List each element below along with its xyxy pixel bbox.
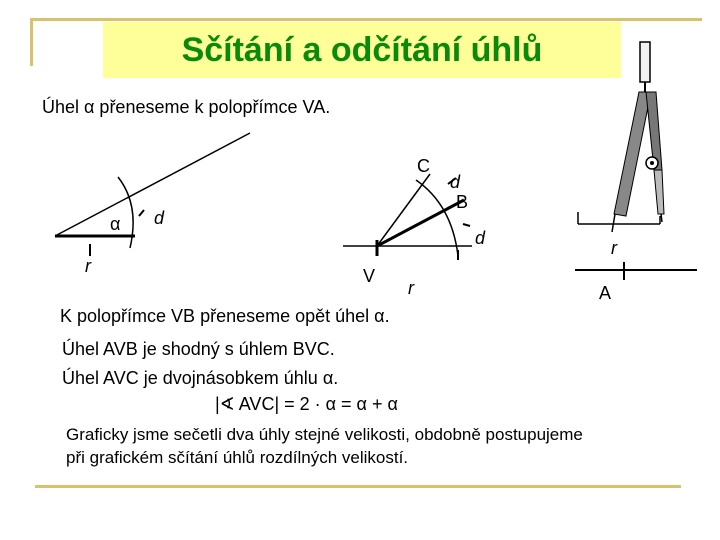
label-d-right: d — [475, 228, 486, 248]
label-alpha: α — [110, 214, 121, 234]
left-angle — [55, 133, 250, 256]
text-line-1: Úhel α přeneseme k polopřímce VA. — [42, 97, 331, 117]
label-r-right: r — [611, 238, 617, 258]
paragraph-line-2: při grafickém sčítání úhlů rozdílných velikostí. — [66, 448, 409, 467]
label-B: B — [456, 192, 469, 212]
label-C: C — [417, 156, 430, 176]
label-d-left: d — [154, 208, 165, 228]
text-line-3: Úhel AVB je shodný s úhlem BVC. — [62, 339, 335, 359]
label-V: V — [363, 266, 376, 286]
label-r-left: r — [85, 256, 91, 276]
label-d-top: d — [450, 172, 461, 192]
text-line-2: K polopřímce VB přeneseme opět úhel α. — [60, 306, 390, 326]
label-r-mid: r — [408, 278, 414, 298]
label-A: A — [599, 283, 612, 303]
compass-icon — [612, 42, 664, 232]
slide-title: Sčítání a odčítání úhlů — [181, 31, 543, 69]
paragraph-line-1: Graficky jsme sečetli dva úhly stejné velikosti, obdobně postupujeme — [66, 425, 583, 444]
formula-line: |∢ AVC| = 2 · α = α + α — [215, 394, 398, 414]
right-construction — [575, 212, 697, 280]
text-line-4: Úhel AVC je dvojnásobkem úhlu α. — [62, 368, 339, 388]
